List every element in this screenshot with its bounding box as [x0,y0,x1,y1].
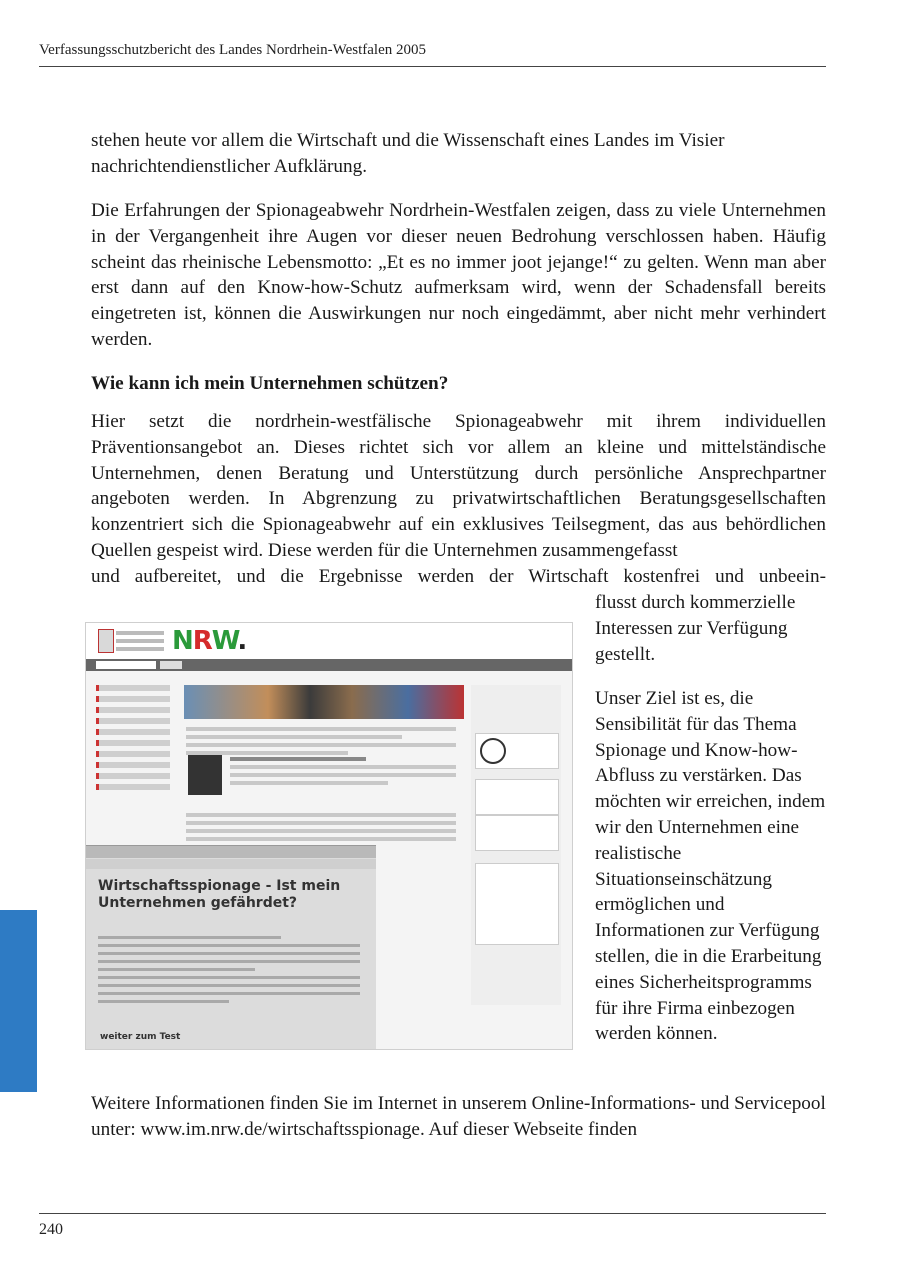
chapter-side-tab [0,910,37,1092]
site-right-box-3 [475,815,559,851]
side-paragraph-1: flusst durch kommerzielle Interessen zur Verfügung gestellt. [595,592,796,665]
paragraph-3-last-line: und aufbereitet, und die Ergebnisse werden der Wirtschaft kostenfrei und unbeein- [91,565,826,587]
site-article-body [186,813,456,845]
footer-rule [39,1213,826,1214]
site-search-box [96,661,156,669]
popup-toolbar [86,859,376,869]
site-left-nav [96,685,170,795]
nrw-logo-letter: R [192,626,212,656]
paragraph-4: Weitere Informationen finden Sie im Internet in unserem Online-Informations- und Servicepool unter: www.im.nrw.de/wirtschaftsspionage. Auf dieser Webseite finden [91,1093,826,1140]
site-right-box-4 [475,863,559,945]
checkmark-icon [480,738,506,764]
section-heading: Wie kann ich mein Unternehmen schützen? [91,373,449,394]
paragraph-1: stehen heute vor allem die Wirtschaft und die Wissenschaft eines Landes im Visier nachrichtendienstlicher Aufklärung. [91,130,725,177]
page-number: 240 [39,1221,63,1238]
popup-title: Wirtschaftsspionage - Ist mein Unternehmen gefährdet? [98,878,341,911]
paragraph-3: Hier setzt die nordrhein-westfälische Spionageabwehr mit ihrem individuellen Präventionsangebot an. Dieses richtet sich vor allem an kleine und mittelständische Unternehmen, denen Beratung und Unterstützung durch persönliche Ansprechpartner angeboten werden. In Abgrenzung zu privatwirtschaftlichen Beratungsgesellschaften konzentriert sich die Spionageabwehr auf ein exklusives Teilsegment, das aus behördlichen Quellen gespeist wird. Diese werden für die Unternehmen zusammengefasst und aufbereitet, und die Ergebnisse werden der Wirtschaft kostenfrei und unbeein- [91,409,826,590]
nrw-logo-letter: W [211,626,238,656]
site-search-button [160,661,182,669]
nrw-logo-letter: N [172,626,193,656]
site-text-block [186,727,456,759]
side-paragraph-2: Unser Ziel ist es, die Sensibilität für das Thema Spionage und Know-how-Abfluss zu verstärken. Das möchten wir erreichen, indem wir den Unternehmen eine realistische Situationseinschätzung ermöglichen und Informationen zur Verfügung stellen, die in die Erarbeitung eines Sicherheitsprogramms für ihre Firma einbezogen werden können. [595,688,826,1045]
popup-titlebar [86,846,376,858]
website-screenshot-figure [85,622,573,1050]
site-header [86,623,572,659]
popup-link: weiter zum Test [100,1032,181,1042]
header-rule [39,66,826,67]
nrw-logo [172,626,246,656]
nrw-logo-letter: . [237,626,247,656]
paragraph-2: Die Erfahrungen der Spionageabwehr Nordrhein-Westfalen zeigen, dass zu viele Unternehmen in der Vergangenheit ihre Augen vor dieser neuen Bedrohung verschlossen haben. Häufig scheint das rheinische Lebensmotto: „Et es no immer joot jejange!“ zu gelten. Wenn man aber erst dann auf den Know-how-Schutz aufmerksam wird, wenn der Schadensfall bereits eingetreten ist, können die Auswirkungen nur noch eingedämmt, aber nicht mehr verhindert werden. [91,200,826,350]
popup-text [98,936,360,1008]
popup-window [86,845,376,1050]
site-banner-image [184,685,464,719]
article-photo [188,755,222,795]
site-right-box-1 [475,733,559,769]
crest-icon [98,629,114,653]
nrw-logo-text [172,626,246,656]
running-head: Verfassungsschutzbericht des Landes Nordrhein-Westfalen 2005 [39,42,427,58]
site-article-text [230,757,456,789]
site-nav-bar [86,659,572,671]
site-right-box-2 [475,779,559,815]
